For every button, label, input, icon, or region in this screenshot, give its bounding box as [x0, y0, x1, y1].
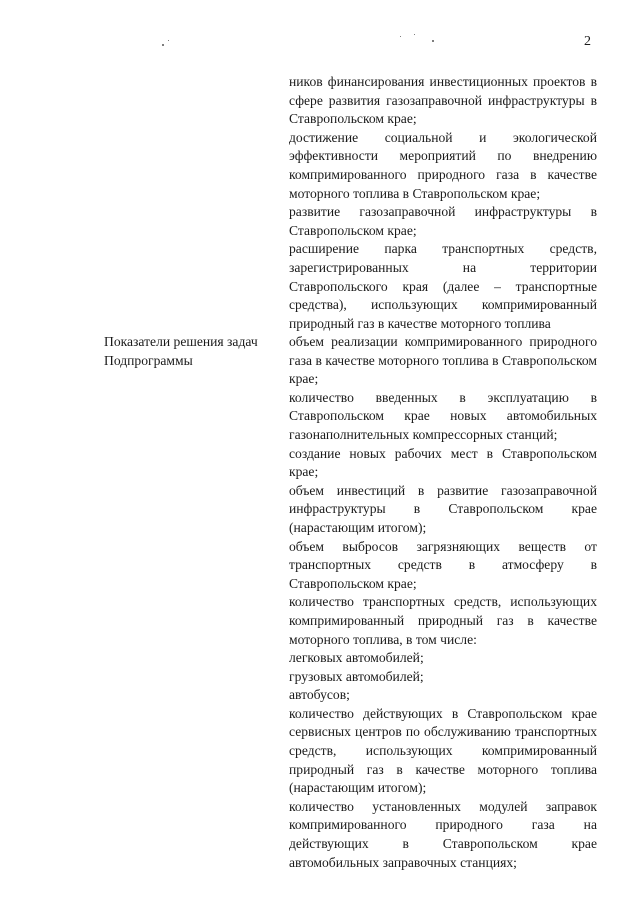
indicator-item: объем инвестиций в развитие газозаправочной инфраструктуры в Ставропольском крае (нарастающим итогом);	[289, 482, 597, 535]
indicator-item: количество транспортных средств, использующих компримированный природный газ в качестве моторного топлива, в том числе:	[289, 594, 597, 647]
results-item: развитие газозаправочной инфраструктуры в Ставропольском крае;	[289, 204, 597, 238]
scan-speck	[400, 36, 401, 37]
continued-results-list	[289, 73, 597, 333]
scan-speck	[432, 40, 434, 42]
indicators-label: Показатели решения задач Подпрограммы	[104, 334, 258, 368]
indicator-item: автобусов;	[289, 687, 350, 703]
results-item: расширение парка транспортных средств, зарегистрированных на территории Ставропольского края (далее – транспортные средства), использующих компримированный природный газ в качестве моторного топлива	[289, 241, 597, 331]
results-item: ников финансирования инвестиционных проектов в сфере развития газозаправочной инфраструктуры в Ставропольском крае;	[289, 74, 597, 127]
indicator-item: количество действующих в Ставропольском крае сервисных центров по обслуживанию транспортных средств, использующих компримированный природный газ в качестве моторного топлива (нарастающим итогом);	[289, 705, 597, 796]
indicator-item: создание новых рабочих мест в Ставропольском крае;	[289, 445, 597, 480]
indicator-item: объем реализации компримированного природного газа в качестве моторного топлива в Ставропольском крае;	[289, 334, 597, 387]
indicator-item: количество установленных модулей заправок компримированного природного газа на действующих в Ставропольском крае автомобильных заправочных станциях;	[289, 798, 597, 870]
indicator-item: объем выбросов загрязняющих веществ от транспортных средств в атмосферу в Ставропольском крае;	[289, 538, 597, 591]
page-number: 2	[584, 34, 591, 49]
scan-speck	[168, 40, 169, 41]
indicator-item: грузовых автомобилей;	[289, 668, 424, 684]
results-item: достижение социальной и экологической эффективности мероприятий по внедрению компримированного природного газа в качестве моторного топлива в Ставропольском крае;	[289, 129, 597, 201]
indicator-item: легковых автомобилей;	[289, 650, 424, 666]
scan-speck	[162, 44, 164, 46]
indicator-item: количество введенных в эксплуатацию в Ставропольском крае новых автомобильных газонаполнительных компрессорных станций;	[289, 389, 597, 442]
scan-speck	[414, 34, 415, 35]
indicators-list	[289, 333, 597, 872]
